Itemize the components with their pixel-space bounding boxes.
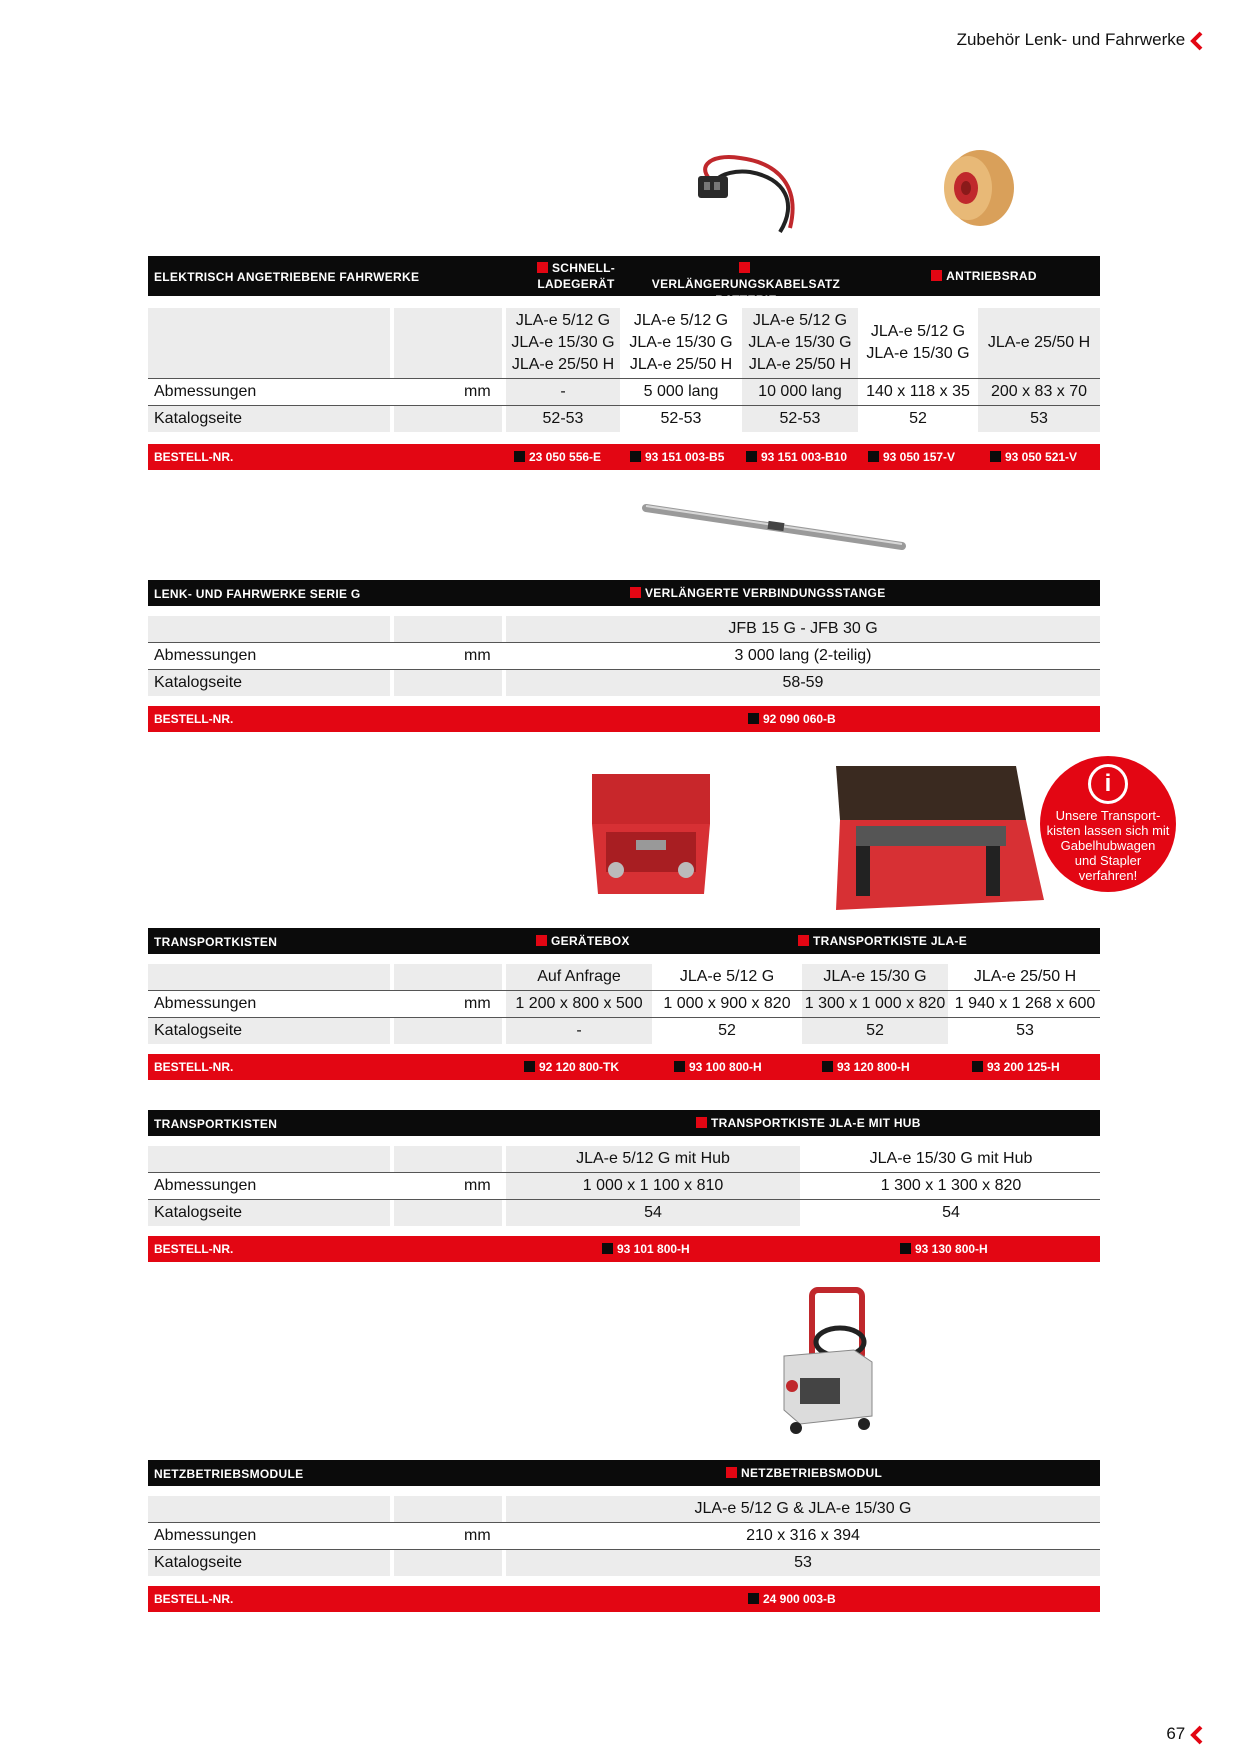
table-cell [148, 616, 390, 642]
cable-set-image [680, 148, 810, 238]
table-cell: Abmessungen [154, 995, 257, 1012]
dimensions-row [148, 1523, 1100, 1549]
table-cell: 67 [1166, 1724, 1186, 1743]
table-cell: JLA-e 15/30 G [629, 334, 733, 351]
table-cell [394, 1018, 502, 1044]
order-number [990, 450, 1077, 464]
table-cell: JLA-e 5/12 G & JLA-e 15/30 G [506, 1496, 1100, 1522]
page-header [957, 30, 1204, 51]
square-icon [990, 451, 1001, 462]
model-cell [506, 308, 620, 378]
table-cell: ANTRIEBSRAD [946, 269, 1037, 283]
table-cell: 93 120 800-H [837, 1060, 910, 1074]
order-number [900, 1242, 988, 1256]
table-cell: TRANSPORTKISTE JLA-E MIT HUB [711, 1116, 921, 1130]
section-title: TRANSPORTKISTEN [154, 935, 278, 949]
table-cell: JLA-e 25/50 H [748, 356, 852, 373]
red-square-icon [931, 270, 942, 281]
table-cell: Abmessungen [154, 383, 257, 400]
table-cell: JLA-e 5/12 G [633, 312, 729, 329]
models-row [148, 1496, 1100, 1522]
column-header-tool-box [536, 933, 656, 949]
section-header [148, 1460, 1100, 1486]
transport-box-image [826, 760, 1046, 910]
table-cell: JLA-e 5/12 G mit Hub [506, 1146, 800, 1172]
info-bubble [1040, 756, 1176, 892]
table-cell: verfahren! [1078, 868, 1138, 883]
column-header-transport-box-hub [696, 1115, 996, 1131]
table-cell: SCHNELL- [551, 261, 616, 275]
table-cell: 24 900 003-B [763, 1592, 836, 1606]
connecting-rod-image [640, 498, 910, 558]
table-cell: Katalogseite [154, 410, 243, 427]
table-cell: 53 [1016, 1022, 1034, 1039]
table-cell: Auf Anfrage [506, 964, 652, 990]
red-square-icon [536, 935, 547, 946]
section-title: TRANSPORTKISTEN [154, 1117, 278, 1131]
square-icon [748, 713, 759, 724]
table-cell: 52 [718, 1022, 736, 1039]
power-module-image [774, 1286, 884, 1436]
order-bar [148, 1236, 1100, 1262]
section-steering-series-g [148, 580, 1100, 736]
table-cell: JLA-e 25/50 H [511, 356, 615, 373]
square-icon [674, 1061, 685, 1072]
table-cell: 93 101 800-H [617, 1242, 690, 1256]
table-cell: 1 940 x 1 268 x 600 [954, 995, 1096, 1012]
table-cell: Abmessungen [154, 1177, 257, 1194]
order-number [972, 1060, 1060, 1074]
table-cell: 210 x 316 x 394 [746, 1527, 860, 1544]
catalog-row [148, 670, 1100, 696]
table-cell: 58-59 [506, 670, 1100, 696]
red-square-icon [798, 935, 809, 946]
table-cell: JLA-e 15/30 G [802, 964, 948, 990]
table-cell [394, 670, 502, 696]
models-row [148, 1146, 1100, 1172]
table-cell: BESTELL-NR. [154, 1592, 234, 1606]
table-cell: 3 000 lang (2-teilig) [734, 647, 872, 664]
table-cell: 92 090 060-B [763, 712, 836, 726]
order-number [674, 1060, 762, 1074]
table-cell [148, 1146, 390, 1172]
red-square-icon [739, 262, 750, 273]
column-header-rod [528, 585, 1130, 601]
table-cell: 92 120 800-TK [539, 1060, 620, 1074]
square-icon [822, 1061, 833, 1072]
table-cell [394, 1200, 502, 1226]
section-transport-boxes [148, 928, 1100, 1084]
tool-box-image [586, 770, 716, 900]
chevron-left-icon [1190, 31, 1204, 51]
table-cell: - [506, 1018, 652, 1044]
table-cell: GERÄTEBOX [551, 934, 630, 948]
table-cell: 1 200 x 800 x 500 [506, 991, 652, 1017]
table-cell: JLA-e 15/30 G mit Hub [869, 1150, 1033, 1167]
table-cell: 1 000 x 1 100 x 810 [506, 1173, 800, 1199]
chevron-left-icon [1190, 1725, 1204, 1745]
table-cell: BATTERIE [715, 293, 777, 307]
table-cell: 10 000 lang [742, 379, 858, 405]
order-bar [148, 1586, 1100, 1612]
table-cell: NETZBETRIEBSMODUL [741, 1466, 883, 1480]
order-number [748, 1592, 836, 1606]
table-cell [394, 964, 502, 990]
table-cell: Abmessungen [154, 1527, 257, 1544]
square-icon [602, 1243, 613, 1254]
order-bar [148, 706, 1100, 732]
table-cell: Gabelhubwagen [1060, 838, 1156, 853]
header-title: Zubehör Lenk- und Fahrwerke [956, 30, 1186, 49]
table-cell: JLA-e 15/30 G [511, 334, 615, 351]
model-cell [978, 308, 1100, 378]
table-cell [148, 1496, 390, 1522]
square-icon [746, 451, 757, 462]
table-cell: mm [464, 383, 491, 400]
drive-wheel-image [938, 146, 1016, 228]
table-cell: und Stapler [1074, 853, 1142, 868]
table-cell: BESTELL-NR. [154, 1242, 234, 1256]
table-cell: JLA-e 25/50 H [629, 356, 733, 373]
table-cell [394, 616, 502, 642]
table-cell: mm [464, 995, 491, 1012]
table-cell: JLA-e 5/12 G [752, 312, 848, 329]
table-cell: 53 [506, 1550, 1100, 1576]
page-number [1166, 1724, 1204, 1745]
order-number [630, 450, 724, 464]
table-cell: 52-53 [506, 406, 620, 432]
column-header-transport-box [798, 933, 1018, 949]
order-number [822, 1060, 910, 1074]
table-cell [394, 308, 502, 378]
square-icon [748, 1593, 759, 1604]
table-cell: 93 050 157-V [883, 450, 956, 464]
table-cell: Katalogseite [154, 674, 243, 691]
table-cell: BESTELL-NR. [154, 712, 234, 726]
table-cell [394, 406, 502, 432]
table-cell: JLA-e 25/50 H [987, 334, 1091, 351]
section-title: LENK- UND FAHRWERKE SERIE G [154, 587, 361, 601]
table-cell: BESTELL-NR. [154, 1060, 234, 1074]
order-bar [148, 1054, 1100, 1080]
table-cell: TRANSPORTKISTE JLA-E [813, 934, 968, 948]
table-cell: 53 [978, 406, 1100, 432]
dimensions-row [148, 1173, 1100, 1199]
square-icon [868, 451, 879, 462]
table-cell: mm [464, 1177, 491, 1194]
table-cell [394, 1146, 502, 1172]
table-cell: 1 300 x 1 300 x 820 [880, 1177, 1022, 1194]
model-cell [622, 308, 740, 378]
dimensions-row [148, 643, 1100, 669]
column-header-cable-set [646, 260, 846, 308]
table-cell: Abmessungen [154, 647, 257, 664]
column-header-charger [526, 260, 626, 292]
table-cell [148, 964, 390, 990]
table-cell [394, 1496, 502, 1522]
order-number [746, 450, 847, 464]
table-cell [148, 308, 390, 378]
table-cell: JLA-e 5/12 G [679, 968, 775, 985]
table-cell: 140 x 118 x 35 [866, 383, 970, 400]
table-cell: 52 [802, 1018, 948, 1044]
table-cell: 200 x 83 x 70 [978, 379, 1100, 405]
table-cell: BESTELL-NR. [154, 450, 234, 464]
table-cell: Katalogseite [154, 1554, 243, 1571]
section-title: NETZBETRIEBSMODULE [154, 1467, 304, 1481]
section-header [148, 580, 1100, 606]
table-cell: 93 151 003-B5 [645, 450, 725, 464]
order-number [602, 1242, 690, 1256]
order-number [524, 1060, 619, 1074]
section-header [148, 1110, 1100, 1136]
section-header [148, 256, 1100, 307]
square-icon [972, 1061, 983, 1072]
table-cell: LADEGERÄT [537, 277, 615, 291]
table-cell: 5 000 lang [643, 383, 719, 400]
square-icon [524, 1061, 535, 1072]
model-cell [860, 308, 976, 378]
column-header-drive-wheel [924, 268, 1044, 284]
table-cell: VERLÄNGERTE VERBINDUNGSSTANGE [645, 586, 886, 600]
dimensions-row [148, 379, 1100, 405]
catalog-row [148, 1200, 1100, 1226]
table-cell: 93 130 800-H [915, 1242, 988, 1256]
table-cell: 52-53 [660, 410, 702, 427]
table-cell: 52 [909, 410, 927, 427]
table-cell: 54 [506, 1200, 800, 1226]
section-transport-boxes-hub [148, 1110, 1100, 1266]
red-square-icon [696, 1117, 707, 1128]
table-cell: JLA-e 15/30 G [866, 345, 970, 362]
model-cell [742, 308, 858, 378]
square-icon [630, 451, 641, 462]
table-cell: JFB 15 G - JFB 30 G [506, 616, 1100, 642]
table-cell [394, 1550, 502, 1576]
table-cell: 93 100 800-H [689, 1060, 762, 1074]
models-row [148, 964, 1100, 990]
table-cell: JLA-e 15/30 G [748, 334, 852, 351]
table-cell: - [506, 379, 620, 405]
models-row [148, 616, 1100, 642]
section-electric-drives [148, 256, 1100, 470]
table-cell: 93 050 521-V [1005, 450, 1078, 464]
section-header [148, 928, 1100, 954]
table-cell: 1 300 x 1 000 x 820 [802, 991, 948, 1017]
catalog-row [148, 406, 1100, 432]
table-cell: 54 [942, 1204, 960, 1221]
order-number [868, 450, 955, 464]
table-cell: Unsere Transport- [1055, 808, 1161, 823]
table-cell: 52-53 [742, 406, 858, 432]
table-cell: mm [464, 647, 491, 664]
catalog-row [148, 1018, 1100, 1044]
table-cell: 93 151 003-B10 [761, 450, 848, 464]
order-bar [148, 444, 1100, 470]
table-cell: JLA-e 25/50 H [973, 968, 1077, 985]
table-cell: kisten lassen sich mit [1046, 823, 1170, 838]
table-cell: JLA-e 5/12 G [870, 323, 966, 340]
square-icon [514, 451, 525, 462]
table-cell: 93 200 125-H [987, 1060, 1060, 1074]
models-row [148, 308, 1100, 378]
column-header-power-module [726, 1465, 966, 1481]
table-cell: JLA-e 5/12 G [515, 312, 611, 329]
red-square-icon [630, 587, 641, 598]
section-power-modules [148, 1460, 1100, 1616]
table-cell: Katalogseite [154, 1204, 243, 1221]
red-square-icon [537, 262, 548, 273]
table-cell: VERLÄNGERUNGSKABELSATZ [651, 277, 841, 291]
order-number [514, 450, 601, 464]
dimensions-row [148, 991, 1100, 1017]
table-cell: 23 050 556-E [529, 450, 602, 464]
info-icon: i [1088, 764, 1128, 804]
catalog-row [148, 1550, 1100, 1576]
section-title: ELEKTRISCH ANGETRIEBENE FAHRWERKE [154, 270, 420, 284]
table-cell: Katalogseite [154, 1022, 243, 1039]
table-cell: mm [464, 1527, 491, 1544]
order-number [748, 712, 836, 726]
square-icon [900, 1243, 911, 1254]
table-cell: 1 000 x 900 x 820 [663, 995, 791, 1012]
red-square-icon [726, 1467, 737, 1478]
